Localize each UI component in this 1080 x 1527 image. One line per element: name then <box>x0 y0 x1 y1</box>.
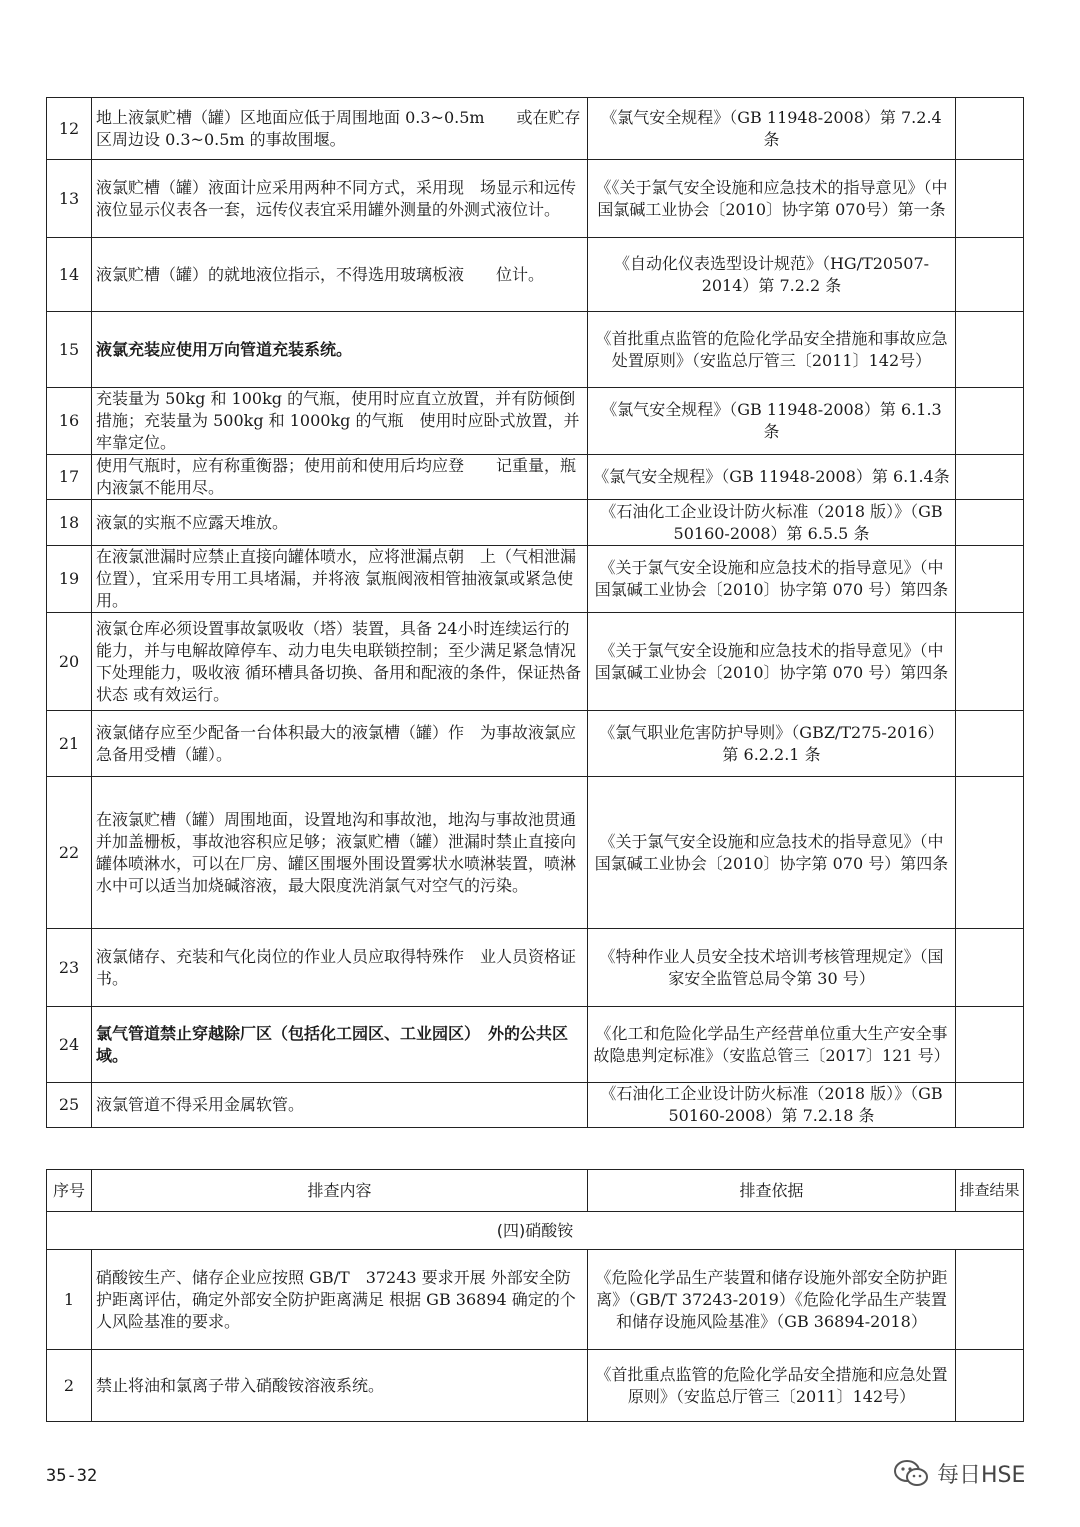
check-result-cell[interactable] <box>956 1083 1024 1128</box>
check-basis: 《化工和危险化学品生产经营单位重大生产安全事故隐患判定标准》（安监总管三〔2017〕121 号） <box>588 1007 956 1083</box>
table-row <box>47 1350 1024 1422</box>
row-number: 25 <box>47 1083 92 1128</box>
check-result-cell[interactable] <box>956 455 1024 500</box>
check-content: 使用气瓶时，应有称重衡器；使用前和使用后均应登 记重量，瓶内液氯不能用尽。 <box>92 455 588 500</box>
check-basis: 《氯气安全规程》（GB 11948-2008）第 6.1.3 条 <box>588 388 956 455</box>
header-basis: 排查依据 <box>588 1170 956 1212</box>
check-result-cell[interactable] <box>956 312 1024 388</box>
check-content: 液氯仓库必须设置事故氯吸收（塔）装置，具备 24小时连续运行的能力，并与电解故障停车、动力电失电联锁控制；至少满足紧急情况下处理能力，吸收液 循环槽具备切换、备用和配液的条件，保证热备状态 或有效运行。 <box>92 613 588 711</box>
check-basis: 《《关于氯气安全设施和应急技术的指导意见》（中国氯碱工业协会〔2010〕协字第 070号）第一条 <box>588 160 956 238</box>
checklist-table-ammonium-nitrate <box>46 1169 1024 1422</box>
row-number: 22 <box>47 777 92 929</box>
table-row <box>47 1083 1024 1128</box>
check-content: 液氯管道不得采用金属软管。 <box>92 1083 588 1128</box>
check-content: 充装量为 50kg 和 100kg 的气瓶，使用时应直立放置，并有防倾倒措施；充装量为 500kg 和 1000kg 的气瓶 使用时应卧式放置，并牢靠定位。 <box>92 388 588 455</box>
check-basis: 《首批重点监管的危险化学品安全措施和事故应急处置原则》（安监总厅管三〔2011〕142号） <box>588 312 956 388</box>
table-row <box>47 1250 1024 1350</box>
row-number: 17 <box>47 455 92 500</box>
header-content: 排查内容 <box>92 1170 588 1212</box>
table-row <box>47 455 1024 500</box>
check-basis: 《自动化仪表选型设计规范》（HG/T20507-2014）第 7.2.2 条 <box>588 238 956 312</box>
watermark <box>893 1458 1025 1489</box>
section-row <box>47 1212 1024 1250</box>
check-content: 禁止将油和氯离子带入硝酸铵溶液系统。 <box>92 1350 588 1422</box>
table-row <box>47 546 1024 613</box>
row-number: 20 <box>47 613 92 711</box>
check-result-cell[interactable] <box>956 500 1024 546</box>
row-number: 15 <box>47 312 92 388</box>
check-content: 氯气管道禁止穿越除厂区（包括化工园区、工业园区） 外的公共区域。 <box>92 1007 588 1083</box>
table-row <box>47 929 1024 1007</box>
check-result-cell[interactable] <box>956 929 1024 1007</box>
header-number: 序号 <box>47 1170 92 1212</box>
row-number: 12 <box>47 98 92 160</box>
check-content: 硝酸铵生产、储存企业应按照 GB/T 37243 要求开展 外部安全防护距离评估，确定外部安全防护距离满足 根据 GB 36894 确定的个人风险基准的要求。 <box>92 1250 588 1350</box>
check-basis: 《危险化学品生产装置和储存设施外部安全防护距离》（GB/T 37243-2019）《危险化学品生产装置和储存设施风险基准》（GB 36894-2018） <box>588 1250 956 1350</box>
check-result-cell[interactable] <box>956 1350 1024 1422</box>
check-result-cell[interactable] <box>956 160 1024 238</box>
check-result-cell[interactable] <box>956 1007 1024 1083</box>
check-content: 在液氯贮槽（罐）周围地面，设置地沟和事故池，地沟与事故池贯通并加盖栅板，事故池容积应足够；液氯贮槽（罐）泄漏时禁止直接向罐体喷淋水，可以在厂房、罐区围堰外围设置雾状水喷淋装置，喷淋水中可以适当加烧碱溶液，最大限度洗消氯气对空气的污染。 <box>92 777 588 929</box>
row-number: 16 <box>47 388 92 455</box>
row-number: 13 <box>47 160 92 238</box>
check-basis: 《特种作业人员安全技术培训考核管理规定》（国家安全监管总局令第 30 号） <box>588 929 956 1007</box>
check-content: 地上液氯贮槽（罐）区地面应低于周围地面 0.3~0.5m 或在贮存区周边设 0.3~0.5m 的事故围堰。 <box>92 98 588 160</box>
wechat-icon <box>893 1459 929 1489</box>
table-row <box>47 160 1024 238</box>
check-basis: 《关于氯气安全设施和应急技术的指导意见》（中国氯碱工业协会〔2010〕协字第 070 号）第四条 <box>588 546 956 613</box>
table-row <box>47 711 1024 777</box>
table-row <box>47 238 1024 312</box>
table-row <box>47 500 1024 546</box>
check-basis: 《石油化工企业设计防火标准（2018 版）》（GB 50160-2008）第 7.2.18 条 <box>588 1083 956 1128</box>
page-number: 35-32 <box>46 1466 98 1486</box>
check-basis: 《石油化工企业设计防火标准（2018 版）》（GB 50160-2008）第 6.5.5 条 <box>588 500 956 546</box>
row-number: 14 <box>47 238 92 312</box>
check-content: 液氯的实瓶不应露天堆放。 <box>92 500 588 546</box>
check-content: 液氯储存、充装和气化岗位的作业人员应取得特殊作 业人员资格证书。 <box>92 929 588 1007</box>
row-number: 1 <box>47 1250 92 1350</box>
check-result-cell[interactable] <box>956 388 1024 455</box>
row-number: 2 <box>47 1350 92 1422</box>
header-result: 排查结果 <box>956 1170 1024 1212</box>
check-result-cell[interactable] <box>956 777 1024 929</box>
check-basis: 《首批重点监管的危险化学品安全措施和应急处置原则》（安监总厅管三〔2011〕142号） <box>588 1350 956 1422</box>
section-title: (四)硝酸铵 <box>47 1212 1024 1250</box>
check-result-cell[interactable] <box>956 1250 1024 1350</box>
check-basis: 《关于氯气安全设施和应急技术的指导意见》（中国氯碱工业协会〔2010〕协字第 070 号）第四条 <box>588 613 956 711</box>
check-basis: 《氯气安全规程》（GB 11948-2008）第 7.2.4 条 <box>588 98 956 160</box>
check-basis: 《氯气职业危害防护导则》（GBZ/T275-2016）第 6.2.2.1 条 <box>588 711 956 777</box>
check-basis: 《关于氯气安全设施和应急技术的指导意见》（中国氯碱工业协会〔2010〕协字第 070 号）第四条 <box>588 777 956 929</box>
table-row <box>47 1007 1024 1083</box>
watermark-text: 每日HSE <box>937 1463 1026 1488</box>
row-number: 23 <box>47 929 92 1007</box>
table-row <box>47 777 1024 929</box>
check-result-cell[interactable] <box>956 711 1024 777</box>
check-result-cell[interactable] <box>956 238 1024 312</box>
table-row <box>47 613 1024 711</box>
table-header-row <box>47 1170 1024 1212</box>
row-number: 24 <box>47 1007 92 1083</box>
check-content: 液氯充装应使用万向管道充装系统。 <box>92 312 588 388</box>
check-basis: 《氯气安全规程》（GB 11948-2008）第 6.1.4条 <box>588 455 956 500</box>
table-row <box>47 98 1024 160</box>
table-row <box>47 388 1024 455</box>
table-row <box>47 312 1024 388</box>
check-content: 在液氯泄漏时应禁止直接向罐体喷水，应将泄漏点朝 上（气相泄漏位置），宜采用专用工具堵漏，并将液 氯瓶阀液相管抽液氯或紧急使用。 <box>92 546 588 613</box>
check-result-cell[interactable] <box>956 613 1024 711</box>
check-content: 液氯贮槽（罐）的就地液位指示，不得选用玻璃板液 位计。 <box>92 238 588 312</box>
check-content: 液氯贮槽（罐）液面计应采用两种不同方式，采用现 场显示和远传液位显示仪表各一套，远传仪表宜采用罐外测量的外测式液位计。 <box>92 160 588 238</box>
row-number: 19 <box>47 546 92 613</box>
row-number: 18 <box>47 500 92 546</box>
checklist-table-chlorine <box>46 97 1024 1128</box>
check-result-cell[interactable] <box>956 98 1024 160</box>
row-number: 21 <box>47 711 92 777</box>
check-result-cell[interactable] <box>956 546 1024 613</box>
check-content: 液氯储存应至少配备一台体积最大的液氯槽（罐）作 为事故液氯应急备用受槽（罐）。 <box>92 711 588 777</box>
